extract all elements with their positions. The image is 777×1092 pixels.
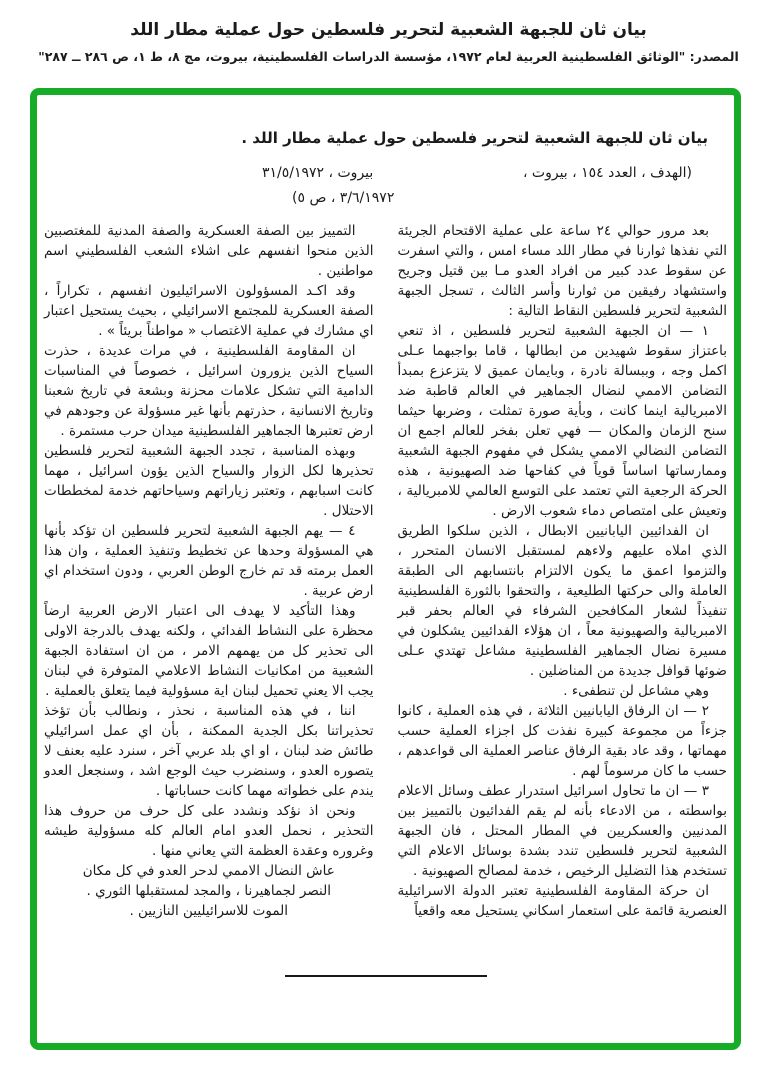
document-frame <box>30 88 741 1050</box>
paragraph: وقد اكـد المسؤولون الاسرائيليون انفسهم ، تكراراً ، الصفة العسكرية للمجتمع الاسرائيلي ، بحيث يستحيل اعتبار اي مشارك في عملية الاغتصاب « مواطناً بريئاً » . <box>44 283 374 339</box>
paragraph: ان الفدائيين اليابانيين الابطال ، الذين سلكوا الطريق الذي املاه عليهم ولاءهم لمستقبل الانسان المتحرر ، والتزموا اعمق ما يكون الالتزام بانتسابهم الى الطبقة العاملة والى حركتها الطليعية ، والتحقوا بالثورة الفلسطينية تنفيذاً لشعار المكافحين الشرفاء في العالم بحفر قبر الامبريالية والصهيونية معاً ، ان هؤلاء الفدائيين يشكلون في مسيرة نضال الجماهير الفلسطينية مشاعل تهتدي عـلى ضوئها قوافل جديدة من المناضلين . <box>397 523 727 679</box>
closing-slogan-1: عاش النضال الاممي لدحر العدو في كل مكان <box>82 863 335 879</box>
closing-slogan-3: الموت للاسرائيليين النازيين . <box>129 903 289 919</box>
paragraph: ان المقاومة الفلسطينية ، في مرات عديدة ، حذرت السياح الذين يزورون اسرائيل ، خصوصاً في المناسبات الدامية التي تشكل علامات محزنة وبشعة في تاريخ شعبنا وتاريخ الانسانية ، حذرتهم بأنها غير مسؤولة عن وجودهم في ارض تعتبرها الجماهير الفلسطينية ميدان حرب مستمرة . <box>44 343 374 439</box>
document-title: بيان ثان للجبهة الشعبية لتحرير فلسطين حول عملية مطار اللد . <box>241 129 708 147</box>
paragraph-item-2: ٢ — ان الرفاق اليابانيين الثلاثة ، في هذه العملية ، كانوا جزءاً من مجموعة كبيرة نفذت كل اجزاء العملية حسب مهماتها ، وقد عاد بقية الرفاق عناصر العملية الى قواعدهم ، حسب ما كان مرسوماً لهم . <box>397 703 727 779</box>
text-columns <box>44 221 727 921</box>
paragraph: ونحن اذ نؤكد ونشدد على كل حرف من حروف هذا التحذير ، نحمل العدو امام العالم كله مسؤولية طيشه وغروره وعقدة العظمة التي يعاني منها . <box>44 803 374 859</box>
right-column <box>398 221 728 921</box>
footer-separator-rule <box>285 975 487 977</box>
paragraph: اننا ، في هذه المناسبة ، نحذر ، ونطالب بأن تؤخذ تحذيراتنا بكل الجدية الممكنة ، بأن اي عمل اسرائيلي طائش ضد لبنان ، او اي بلد عربي آخر ، سنرد عليه بعنف لا يتصوره العدو ، وسنضرب حيث الوجع اشد ، وسنجعل العدو يندم على خطواته مهما كانت حساباتها . <box>44 703 374 799</box>
paragraph: وهذا التأكيد لا يهدف الى اعتبار الارض العربية ارضاً محظرة على النشاط الفدائي ، ولكنه يهدف بالدرجة الاولى الى تحذير كل من يهمهم الامر ، من ان استفادة الجبهة الشعبية من امكانيات النشاط الاعلامي المتوفرة في لبنان يجب الا يعني تحميل لبنان اية مسؤولية فيما يتعلق بالعملية . <box>44 603 374 699</box>
paragraph: وبهذه المناسبة ، تجدد الجبهة الشعبية لتحرير فلسطين تحذيرها لكل الزوار والسياح الذين يؤون اسرائيل ، مهما كانت اسبابهم ، وتعتبر زياراتهم وسياحاتهم خدمة لمخططات الاحتلال . <box>44 443 374 519</box>
source-citation-line-1: (الهدف ، العدد ١٥٤ ، بيروت ، <box>522 165 692 181</box>
dateline: بيروت ، ٣١/٥/١٩٧٢ <box>262 165 374 181</box>
closing-slogan-2: النصر لجماهيرنا ، والمجد لمستقبلها الثوري . <box>86 883 331 899</box>
page-title: بيان ثان للجبهة الشعبية لتحرير فلسطين حول عملية مطار اللد <box>130 20 647 40</box>
left-column <box>44 221 374 921</box>
paragraph: وهي مشاعل لن تنطفىء . <box>563 683 709 699</box>
paragraph-item-3: ٣ — ان ما تحاول اسرائيل استدرار عطف وسائل الاعلام بواسطته ، من الادعاء بأنه لم يقم الفدائيون بالتمييز بين المدنيين والعسكريين في المطار المحتل ، فان الجبهة الشعبية لتحرير فلسطين تندد بشدة بوسائل الاعلام التي تستخدم هذا التضليل الرخيص ، خدمة لمصالح الصهيونية . <box>397 783 727 879</box>
paragraph-item-1: ١ — ان الجبهة الشعبية لتحرير فلسطين ، اذ تنعي باعتزاز سقوط شهيدين من ابطالها ، قاما بواجبهما عـلى اكمل وجه ، وببسالة نادرة ، وبايمان عميق لا يتزعزع بمبدأ التضامن الاممي لنضال الجماهير في العالم قاطبة ضد الامبريالية اينما كانت ، وبأية صورة تمثلت ، وضربها حيثما سنح الزمان والمكان — فهي تعلن بفخر للعالم اجمع ان التضامن النضالي الاممي يشكل في مفهوم الجبهة الشعبية وممارساتها اساساً قوياً في كفاحها ضد الصهيونية ، هذه الحركة الرجعية التي تعتمد على التوسع العالمي للامبريالية ، وتعيش على امتصاص دماء شعوب الارض . <box>397 323 727 519</box>
paragraph: بعد مرور حوالي ٢٤ ساعة على عملية الاقتحام الجريئة التي نفذها ثوارنا في مطار اللد مساء امس ، والتي اسفرت عن سقوط عدد كبير من افراد العدو مـا بين قتيل وجريح واستشهاد رفيقين من ثوارنا وأسر الثالث ، تسجل الجبهة الشعبية لتحرير فلسطين النقاط التالية : <box>397 223 727 319</box>
source-citation-line-2: ٣/٦/١٩٧٢ ، ص ٥) <box>292 190 395 206</box>
paragraph-item-4: ٤ — يهم الجبهة الشعبية لتحرير فلسطين ان تؤكد بأنها هي المسؤولة وحدها عن تخطيط وتنفيذ العملية ، وان هذا العمل برمته قد تم خارج الوطن العربي ، ودون استخدام اي ارض عربية . <box>44 523 374 599</box>
paragraph: ان حركة المقاومة الفلسطينية تعتبر الدولة الاسرائيلية العنصرية قائمة على استعمار اسكاني يستحيل معه واقعياً <box>397 883 727 919</box>
paragraph: التمييز بين الصفة العسكرية والصفة المدنية للمغتصبين الذين منحوا انفسهم على اشلاء الشعب الفلسطيني اسم مواطنين . <box>44 223 374 279</box>
page-header <box>0 20 777 64</box>
source-line: المصدر: "الوثائق الفلسطينية العربية لعام ١٩٧٢، مؤسسة الدراسات الفلسطينية، بيروت، مج ٨، ط ١، ص ٢٨٦ ــ ٢٨٧" <box>38 49 739 64</box>
